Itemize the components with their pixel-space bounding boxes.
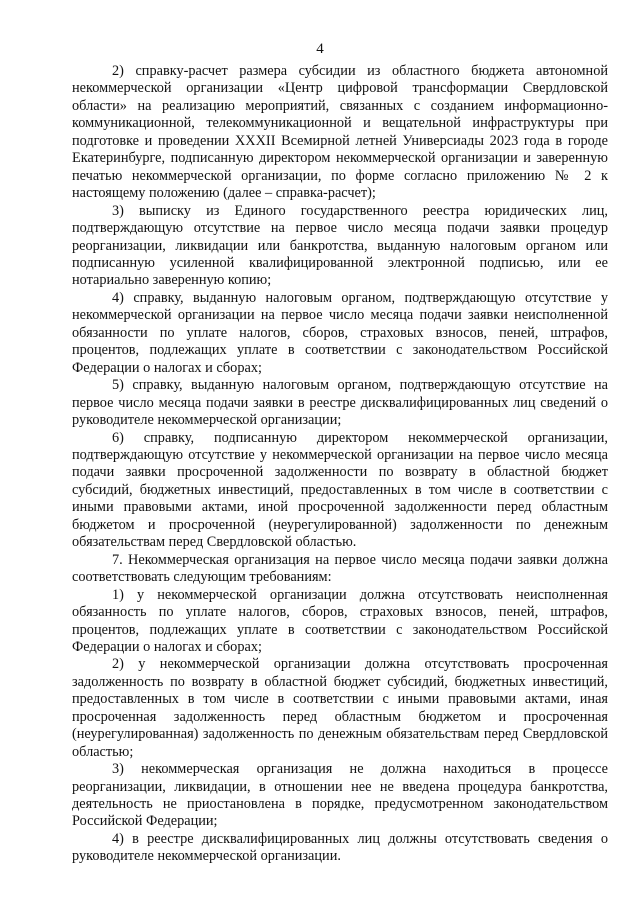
paragraph-debt-absence-certificate: 6) справку, подписанную директором некоммерческой организации, подтверждающую отсутствие у некоммерческой организации на первое число месяца подачи заявки просроченной задолженности по возврату в областной бюджет субсидий, бюджетных инвестиций, предоставленных в том числе в соответствии с иными правовыми актами, иной просроченной задолженности перед областным бюджетом и просроченной (неурегулированной) задолженности по денежным обязательствам перед Свердловской областью. [72,429,608,551]
paragraph-registry-extract: 3) выписку из Единого государственного реестра юридических лиц, подтверждающую отсутствие на первое число месяца подачи заявки процедур реорганизации, ликвидации или банкротства, выданную налоговым органом или подписанную усиленной квалифицированной электронной подписью, или ее нотариально заверенную копию; [72,202,608,289]
page-number: 4 [316,41,324,57]
paragraph-calculation-certificate: 2) справку-расчет размера субсидии из областного бюджета автономной некоммерческой организации «Центр цифровой трансформации Свердловской области» на реализацию мероприятий, связанных с созданием информационно-коммуникационной, телекоммуникационной и вещательной инфраструктуры при подготовке и проведении XXXII Всемирной летней Универсиады 2023 года в городе Екатеринбурге, подписанную директором некоммерческой организации и заверенную печатью некоммерческой организации, по форме согласно приложению № 2 к настоящему положению (далее – справка-расчет); [72,63,608,202]
paragraph-tax-certificate: 4) справку, выданную налоговым органом, подтверждающую отсутствие у некоммерческой организации на первое число месяца подачи заявки неисполненной обязанности по уплате налогов, сборов, страховых взносов, пеней, штрафов, процентов, подлежащих уплате в соответствии с законодательством Российской Федерации о налогах и сборах; [72,289,608,376]
paragraph-requirement-1: 1) у некоммерческой организации должна отсутствовать неисполненная обязанность по уплате налогов, сборов, страховых взносов, пеней, штрафов, процентов, подлежащих уплате в соответствии с законодательством Российской Федерации о налогах и сборах; [72,586,608,655]
paragraph-disqualified-registry-certificate: 5) справку, выданную налоговым органом, подтверждающую отсутствие на первое число месяца подачи заявки в реестре дисквалифицированных лиц сведений о руководителе некоммерческой организации; [72,377,608,429]
paragraph-requirement-2: 2) у некоммерческой организации должна отсутствовать просроченная задолженность по возврату в областной бюджет субсидий, бюджетных инвестиций, предоставленных в том числе в соответствии с иными правовыми актами, иная просроченная задолженность перед областным бюджетом и просроченная (неурегулированная) задолженность по денежным обязательствам перед Свердловской областью; [72,656,608,760]
paragraph-requirement-4: 4) в реестре дисквалифицированных лиц должны отсутствовать сведения о руководителе некоммерческой организации. [72,830,608,865]
document-body [72,63,608,866]
paragraph-requirement-3: 3) некоммерческая организация не должна находиться в процессе реорганизации, ликвидации, в отношении нее не введена процедура банкротства, деятельность не приостановлена в порядке, предусмотренном законодательством Российской Федерации; [72,761,608,830]
paragraph-section-7-requirements: 7. Некоммерческая организация на первое число месяца подачи заявки должна соответствовать следующим требованиям: [72,551,608,586]
